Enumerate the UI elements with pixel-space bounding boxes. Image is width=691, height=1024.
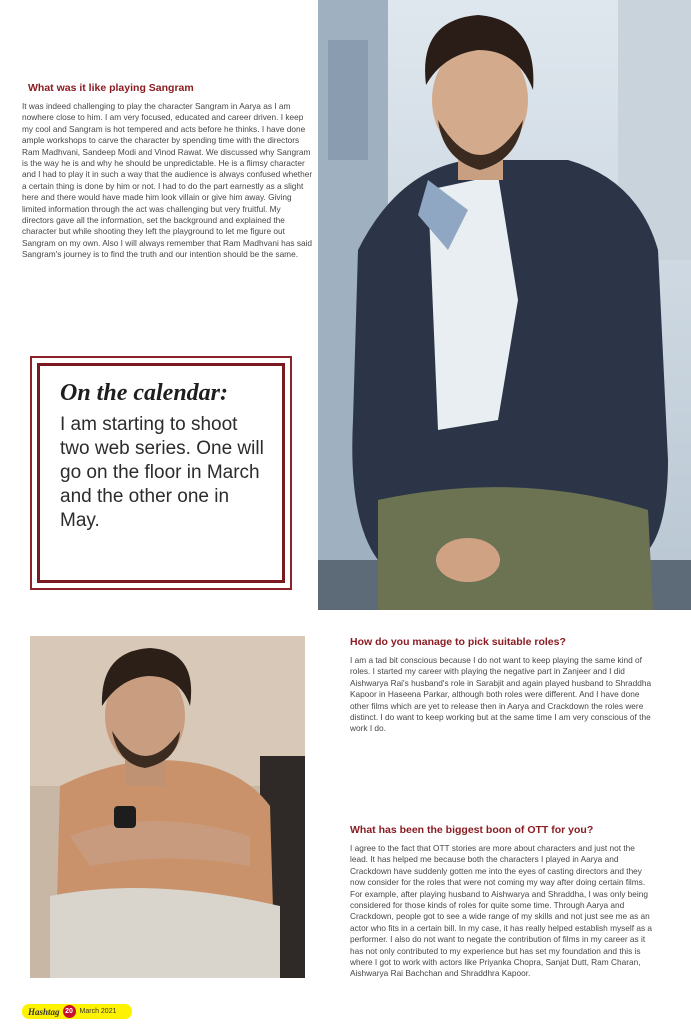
section-body-ott-boon: I agree to the fact that OTT stories are more about characters and just not the lead. It has helped me because both the characters I played in Aarya and Crackdown have suddenly gotten me into the eyes of casting directors and they now consider for the roles that were not coming my way after doing certain films. For example, after playing husband to Aishwarya and Shraddha, I was only being considered for those kinds of roles for quite some time. Through Aarya and Crackdown, people got to see a wide range of my skills and not just see me as an actor who fits in a certain bill. In my case, it has really helped establish myself as a performer. I also do not want to negate the contribution of films in my career as it has not only contributed to my experience but has set my foundation and this is where I got to work with actors like Priyanka Chopra, Sanjat Dutt, Ram Charan, Aishwarya Rai Bachchan and Shraddhra Kapoor.	[350, 843, 653, 979]
section-body-suitable-roles: I am a tad bit conscious because I do not want to keep playing the same kind of roles. I started my career with playing the negative part in Zanjeer and I did Aishwarya Rai's husband's role in Sarabjit and again played husband to Shraddha Kapoor in Haseena Parkar, although both roles were different. And I have done other films which are yet to release then in Aarya and Crackdown the roles were distinct. I do want to keep working but at the same time I am very conscious of the work I do.	[350, 655, 652, 734]
section-heading-suitable-roles: How do you manage to pick suitable roles?	[350, 636, 566, 648]
section-heading-playing-sangram: What was it like playing Sangram	[28, 82, 194, 94]
calendar-callout-text: I am starting to shoot two web series. One will go on the floor in March and the other one in May.	[60, 414, 264, 531]
photo-actor-leather-jacket	[318, 0, 691, 610]
issue-date: March 2021	[79, 1008, 117, 1015]
calendar-callout-title: On the calendar:	[60, 380, 228, 406]
section-body-playing-sangram: It was indeed challenging to play the character Sangram in Aarya as I am nowhere close to him. I am very focused, educated and career driven. I keep my cool and Sangram is hot tempered and acts before he thinks. I have done ample workshops to carve the character by spending time with the directors Ram Madhvani, Sandeep Modi and Vinod Rawat. We discussed why Sangram is the way he is and why he should be unpredictable. He is a flimsy character and I had to play it in such a way that the audience is always confused whether a certain thing is done by him or not. I had to do the part earnestly as a slight here and there would have made him look villain or give him away. Giving limited information through the act was challenging but very fruitful. My directors gave all the information, set the background and explained the character but while shooting they left the playground to let me figure out Sangram on my own. Also I will always remember that Ram Madhvani has said Sangram's journey is to find the truth and our intention should be the same.	[22, 101, 313, 260]
section-heading-ott-boon: What has been the biggest boon of OTT for you?	[350, 824, 594, 836]
calendar-callout-box	[30, 356, 292, 590]
magazine-brand: Hashtag	[28, 1006, 60, 1017]
photo-actor-beige-tshirt	[30, 636, 305, 978]
page-footer	[22, 1004, 132, 1019]
calendar-callout-inner	[37, 363, 285, 583]
page-number-badge: 20	[63, 1005, 76, 1018]
